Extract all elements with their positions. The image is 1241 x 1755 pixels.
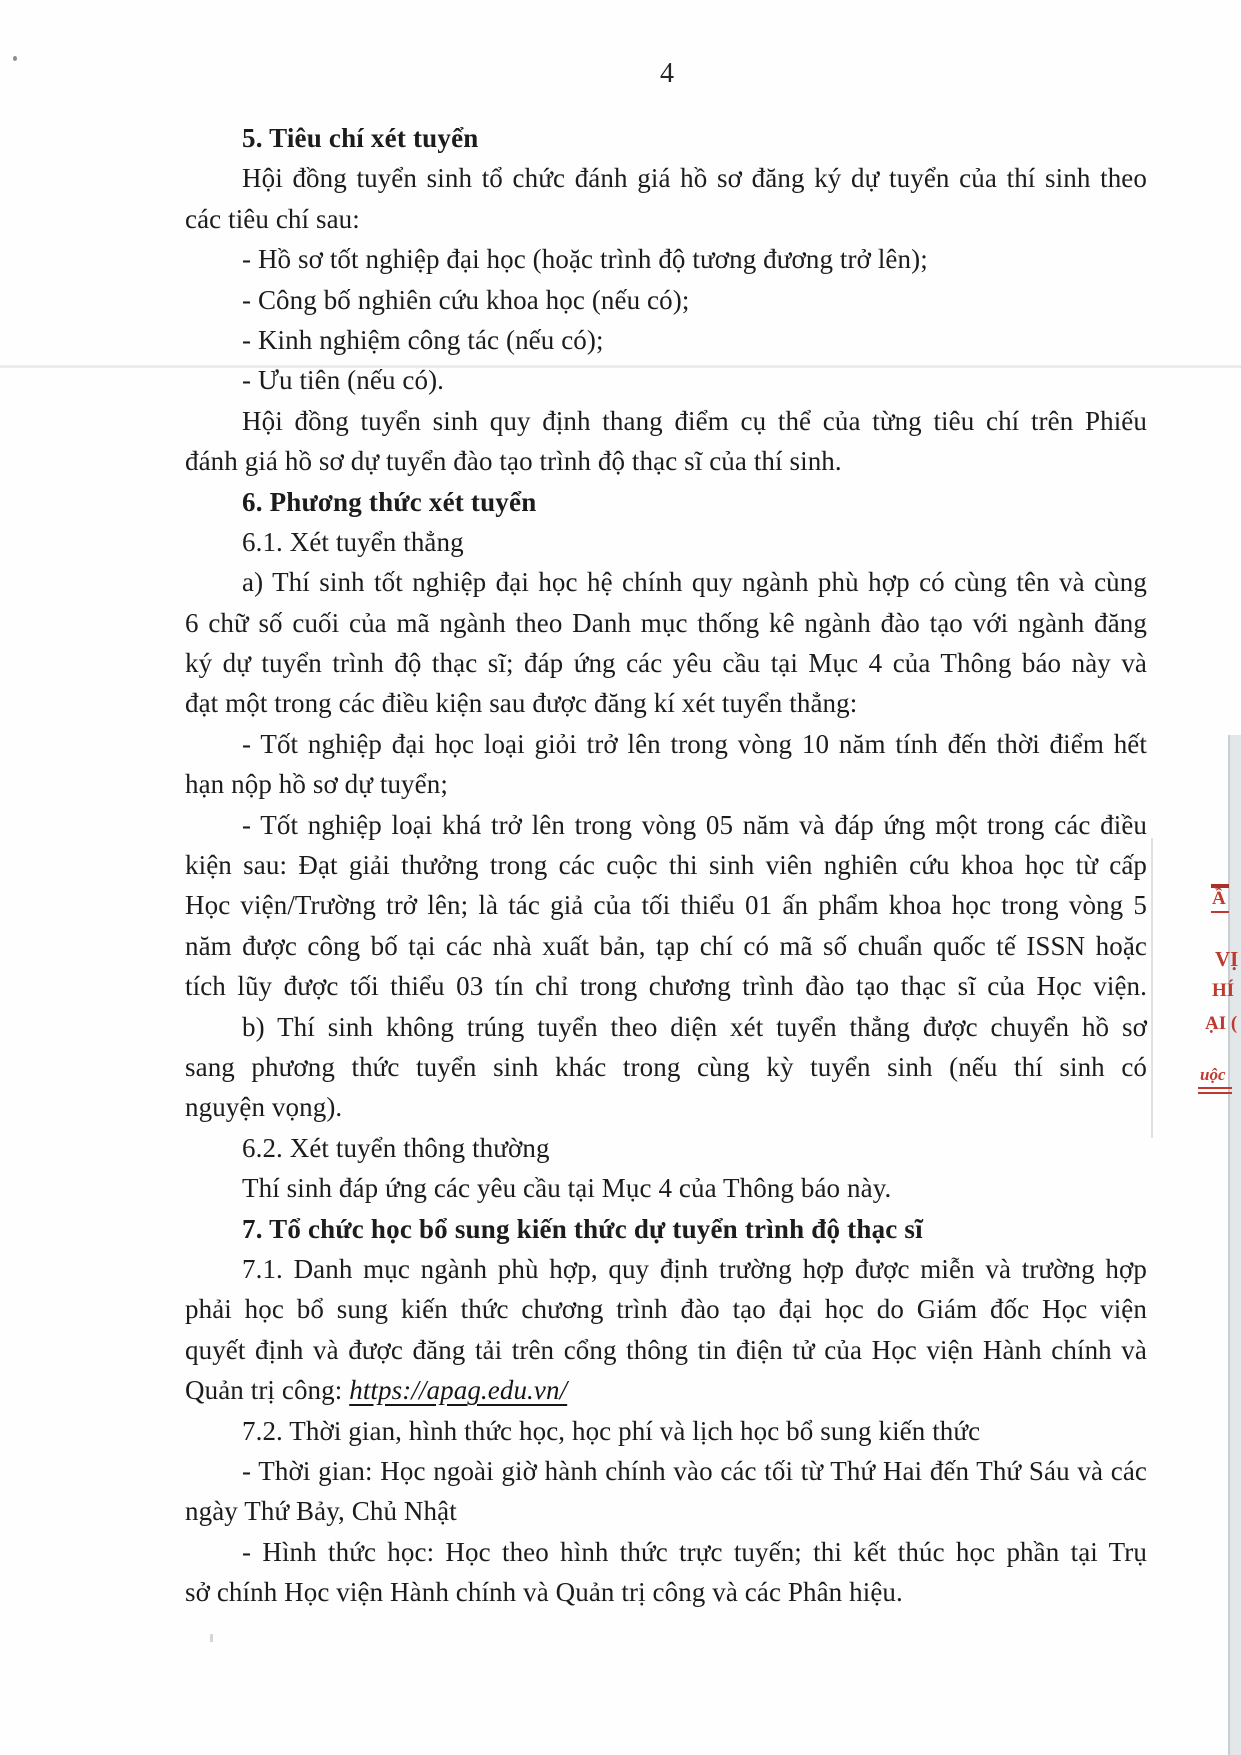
red-stamp-fragment: ẠI (: [1205, 1013, 1238, 1034]
text-line: kiện sau: Đạt giải thưởng trong các cuộc thi sinh viên nghiên cứu khoa học từ cấp: [185, 850, 1147, 881]
text-line: các tiêu chí sau:: [185, 203, 360, 234]
text-block: [185, 118, 1147, 1612]
scan-speck: [13, 56, 17, 61]
text-line: nguyện vọng).: [185, 1092, 343, 1123]
page-number: 4: [660, 58, 674, 89]
red-stamp-fragment: HÍ: [1212, 980, 1235, 1001]
section-7-heading: 7. Tổ chức học bổ sung kiến thức dự tuyển trình độ thạc sĩ: [242, 1213, 923, 1244]
apag-url-link[interactable]: https://apag.edu.vn/: [349, 1375, 568, 1406]
criteria-item-2: - Công bố nghiên cứu khoa học (nếu có);: [242, 284, 690, 315]
text-line: 7.1. Danh mục ngành phù hợp, quy định trường hợp được miễn và trường hợp: [242, 1253, 1147, 1284]
text-line: - Hình thức học: Học theo hình thức trực tuyến; thi kết thúc học phần tại Trụ: [242, 1536, 1147, 1567]
text-line: Học viện/Trường trở lên; là tác giả của tối thiểu 01 ấn phẩm khoa học trong vòng 5: [185, 890, 1147, 921]
section-6-heading: 6. Phương thức xét tuyển: [242, 486, 537, 517]
text-line: a) Thí sinh tốt nghiệp đại học hệ chính quy ngành phù hợp có cùng tên và cùng: [242, 567, 1147, 598]
scan-speck: [210, 1634, 213, 1642]
text-line: - Thời gian: Học ngoài giờ hành chính vào các tối từ Thứ Hai đến Thứ Sáu và các: [242, 1455, 1147, 1486]
text-line: ký dự tuyển trình độ thạc sĩ; đáp ứng các yêu cầu tại Mục 4 của Thông báo này và: [185, 648, 1147, 679]
section-6-2-subheading: 6.2. Xét tuyển thông thường: [242, 1132, 550, 1163]
text-line: sang phương thức tuyển sinh khác trong cùng kỳ tuyển sinh (nếu thí sinh có: [185, 1051, 1147, 1082]
text-line: ngày Thứ Bảy, Chủ Nhật: [185, 1496, 457, 1527]
red-stamp-fragment: VỊ: [1215, 947, 1239, 971]
text-line: phải học bổ sung kiến thức chương trình đào tạo đại học do Giám đốc Học viện: [185, 1294, 1147, 1325]
red-stamp-fragment: uộc: [1198, 1066, 1232, 1094]
section-7-2-subheading: 7.2. Thời gian, hình thức học, học phí và lịch học bổ sung kiến thức: [242, 1415, 981, 1446]
link-prefix-text: Quản trị công:: [185, 1375, 350, 1406]
criteria-item-1: - Hồ sơ tốt nghiệp đại học (hoặc trình độ tương đương trở lên);: [242, 244, 928, 275]
text-line: hạn nộp hồ sơ dự tuyển;: [185, 769, 448, 800]
text-line: b) Thí sinh không trúng tuyển theo diện xét tuyển thẳng được chuyển hồ sơ: [242, 1011, 1147, 1042]
text-line: Hội đồng tuyển sinh tổ chức đánh giá hồ sơ đăng ký dự tuyển của thí sinh theo: [242, 163, 1147, 194]
section-6-1-subheading: 6.1. Xét tuyển thẳng: [242, 526, 464, 557]
section-5-heading: 5. Tiêu chí xét tuyển: [242, 123, 479, 153]
text-line: - Tốt nghiệp đại học loại giỏi trở lên trong vòng 10 năm tính đến thời điểm hết: [242, 728, 1147, 759]
text-line: sở chính Học viện Hành chính và Quản trị công và các Phân hiệu.: [185, 1577, 903, 1608]
scan-right-edge-band: [1228, 735, 1241, 1755]
website-line: [185, 1370, 1147, 1410]
red-stamp-fragment: Ầ: [1211, 884, 1229, 913]
text-line: 6 chữ số cuối của mã ngành theo Danh mục thống kê ngành đào tạo với ngành đăng: [185, 607, 1147, 638]
text-line: quyết định và được đăng tải trên cổng thông tin điện tử của Học viện Hành chính và: [185, 1334, 1147, 1365]
text-line: Hội đồng tuyển sinh quy định thang điểm cụ thể của từng tiêu chí trên Phiếu: [242, 405, 1147, 436]
text-line: tích lũy được tối thiểu 03 tín chỉ trong chương trình đào tạo thạc sĩ của Học viện.: [185, 971, 1147, 1002]
text-line: năm được công bố tại các nhà xuất bản, tạp chí có mã số chuẩn quốc tế ISSN hoặc: [185, 930, 1147, 961]
text-line: - Tốt nghiệp loại khá trở lên trong vòng 05 năm và đáp ứng một trong các điều: [242, 809, 1147, 840]
text-line: đạt một trong các điều kiện sau được đăng kí xét tuyển thẳng:: [185, 688, 858, 719]
scan-vertical-line: [1151, 838, 1153, 1138]
text-line: Thí sinh đáp ứng các yêu cầu tại Mục 4 của Thông báo này.: [242, 1173, 892, 1204]
text-line: đánh giá hồ sơ dự tuyển đào tạo trình độ thạc sĩ của thí sinh.: [185, 446, 842, 477]
criteria-item-4: - Ưu tiên (nếu có).: [242, 365, 445, 396]
criteria-item-3: - Kinh nghiệm công tác (nếu có);: [242, 324, 604, 355]
